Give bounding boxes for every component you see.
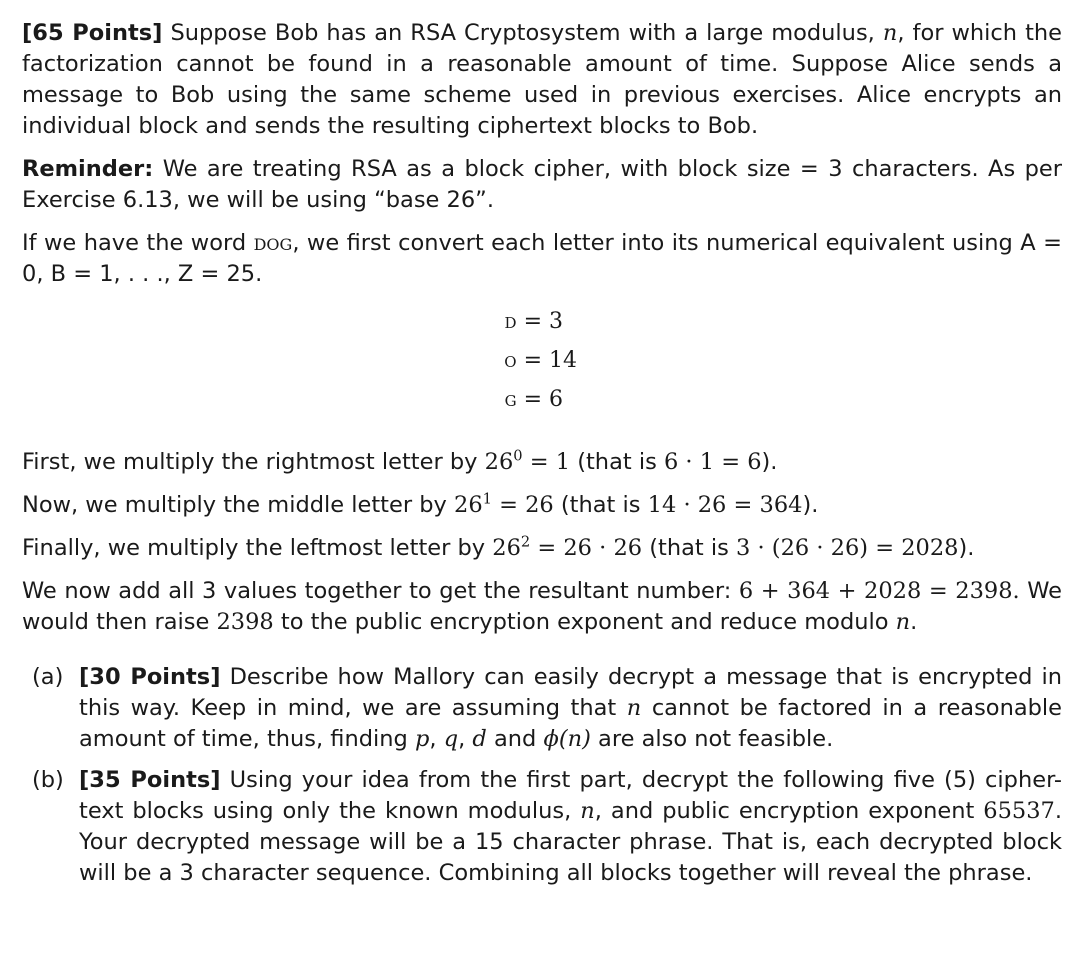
part-b — [22, 765, 1062, 889]
step-paren: (that is — [577, 449, 657, 475]
sum-n: n — [895, 609, 911, 635]
sum-calc: 6 + 364 + 2028 = 2398. — [738, 578, 1020, 604]
sum-num: 2398 — [216, 609, 274, 635]
step-paren: (that is — [649, 535, 729, 561]
step-exponent: 1 — [482, 490, 492, 508]
part-a-text3: are also not feasible. — [598, 726, 834, 752]
letter-equation-row — [22, 380, 1062, 419]
step-base: 26 — [492, 535, 521, 561]
part-b-n: n — [580, 798, 595, 824]
step-rightmost — [22, 447, 1062, 478]
part-a-n: n — [626, 695, 642, 721]
step-paren: (that is — [560, 492, 641, 518]
step-text: Finally, we multiply the leftmost letter by — [22, 535, 486, 561]
step-eq: = 26 · 26 — [537, 535, 643, 561]
part-a-comma: , — [429, 726, 437, 752]
step-text: Now, we multiply the middle letter by — [22, 492, 447, 518]
step-base: 26 — [484, 449, 514, 475]
sum-paragraph — [22, 576, 1062, 638]
step-math — [454, 492, 554, 518]
part-a-text2: cannot be factored in a reasonable amount of time, thus, finding — [79, 695, 1062, 752]
reminder-paragraph — [22, 154, 1062, 216]
part-a-p: p — [414, 726, 430, 752]
step-math — [492, 535, 642, 561]
letter-value: 3 — [549, 309, 563, 334]
letter-value: 6 — [549, 387, 563, 412]
word-intro-paragraph — [22, 228, 1062, 290]
word-intro-text2: , we first convert each letter into its numerical equivalent using A = 0, B = 1, . . ., Z = 25. — [22, 230, 1062, 287]
part-b-text3: . Your decrypted message will be a 15 character phrase. That is, each decrypted block will be a 3 character sequence. Combining all blocks together will reveal the phrase. — [79, 798, 1062, 886]
step-end: ). — [761, 449, 778, 475]
word-intro-text1: If we have the word — [22, 230, 247, 256]
step-eq: = 1 — [529, 449, 571, 475]
reminder-label: Reminder: — [22, 156, 154, 182]
part-a-text1: Describe how Mallory can easily decrypt a message that is encrypted in this way. Keep in mind, we are assuming that — [79, 664, 1062, 721]
letter-eq: = — [523, 348, 542, 373]
letter-equation-row — [22, 302, 1062, 341]
part-a-q: q — [443, 726, 459, 752]
letter-name: g — [504, 387, 517, 412]
part-b-exponent: 65537 — [983, 798, 1055, 824]
part-b-points: [35 Points] — [79, 767, 221, 793]
letter-eq: = — [523, 309, 542, 334]
letter-eq: = — [523, 387, 542, 412]
multiplication-steps — [22, 447, 1062, 564]
part-a-points: [30 Points] — [79, 664, 221, 690]
part-a-label: (a) — [32, 664, 64, 690]
letter-name: o — [504, 348, 517, 373]
letter-value: 14 — [549, 348, 577, 373]
part-b-text2: , and public encryption exponent — [594, 798, 975, 824]
part-a-d: d — [472, 726, 487, 752]
step-calc: 14 · 26 = 364 — [647, 492, 803, 518]
step-end: ). — [958, 535, 975, 561]
intro-paragraph — [22, 18, 1062, 142]
step-math — [485, 449, 570, 475]
step-calc: 3 · (26 · 26) = 2028 — [736, 535, 959, 561]
part-a-phi: ϕ(n) — [543, 726, 591, 752]
step-eq: = 26 — [499, 492, 554, 518]
intro-points: [65 Points] — [22, 20, 163, 46]
step-end: ). — [802, 492, 819, 518]
question-parts — [22, 662, 1062, 889]
problem-document — [22, 18, 1062, 899]
part-b-label: (b) — [32, 767, 64, 793]
step-base: 26 — [454, 492, 483, 518]
part-a — [22, 662, 1062, 755]
reminder-text: We are treating RSA as a block cipher, with block size = 3 characters. As per Exercise 6.13, we will be using “base 26”. — [22, 156, 1063, 213]
part-b-text1: Using your idea from the first part, decrypt the following five (5) cipher- text blocks using only the known modulus, — [79, 767, 1062, 824]
step-exponent: 2 — [520, 533, 531, 551]
letter-equation-row — [22, 341, 1062, 380]
sum-text1: We now add all 3 values together to get the resultant number: — [22, 578, 732, 604]
step-middle — [22, 490, 1062, 521]
intro-text: Suppose Bob has an RSA Cryptosystem with a large modulus, — [170, 20, 875, 46]
intro-text2: , for which the factorization cannot be found in a reasonable amount of time. Suppose Alice sends a message to Bob using the same scheme used in previous exercises. Alice encrypts an individual block and sends the resulting ciphertext blocks to Bob. — [22, 20, 1063, 139]
word-intro-word: dog — [253, 230, 293, 256]
step-leftmost — [22, 533, 1062, 564]
step-text: First, we multiply the rightmost letter by — [22, 449, 478, 475]
part-a-comma: , — [458, 726, 466, 752]
letter-name: d — [504, 309, 517, 334]
sum-text2: We would then raise — [22, 578, 1063, 635]
intro-n: n — [882, 20, 898, 46]
sum-end: . — [910, 609, 918, 635]
letter-equations — [22, 302, 1062, 419]
step-exponent: 0 — [513, 447, 523, 465]
sum-text3: to the public encryption exponent and reduce modulo — [280, 609, 889, 635]
step-calc: 6 · 1 = 6 — [663, 449, 762, 475]
part-a-and: and — [493, 726, 537, 752]
